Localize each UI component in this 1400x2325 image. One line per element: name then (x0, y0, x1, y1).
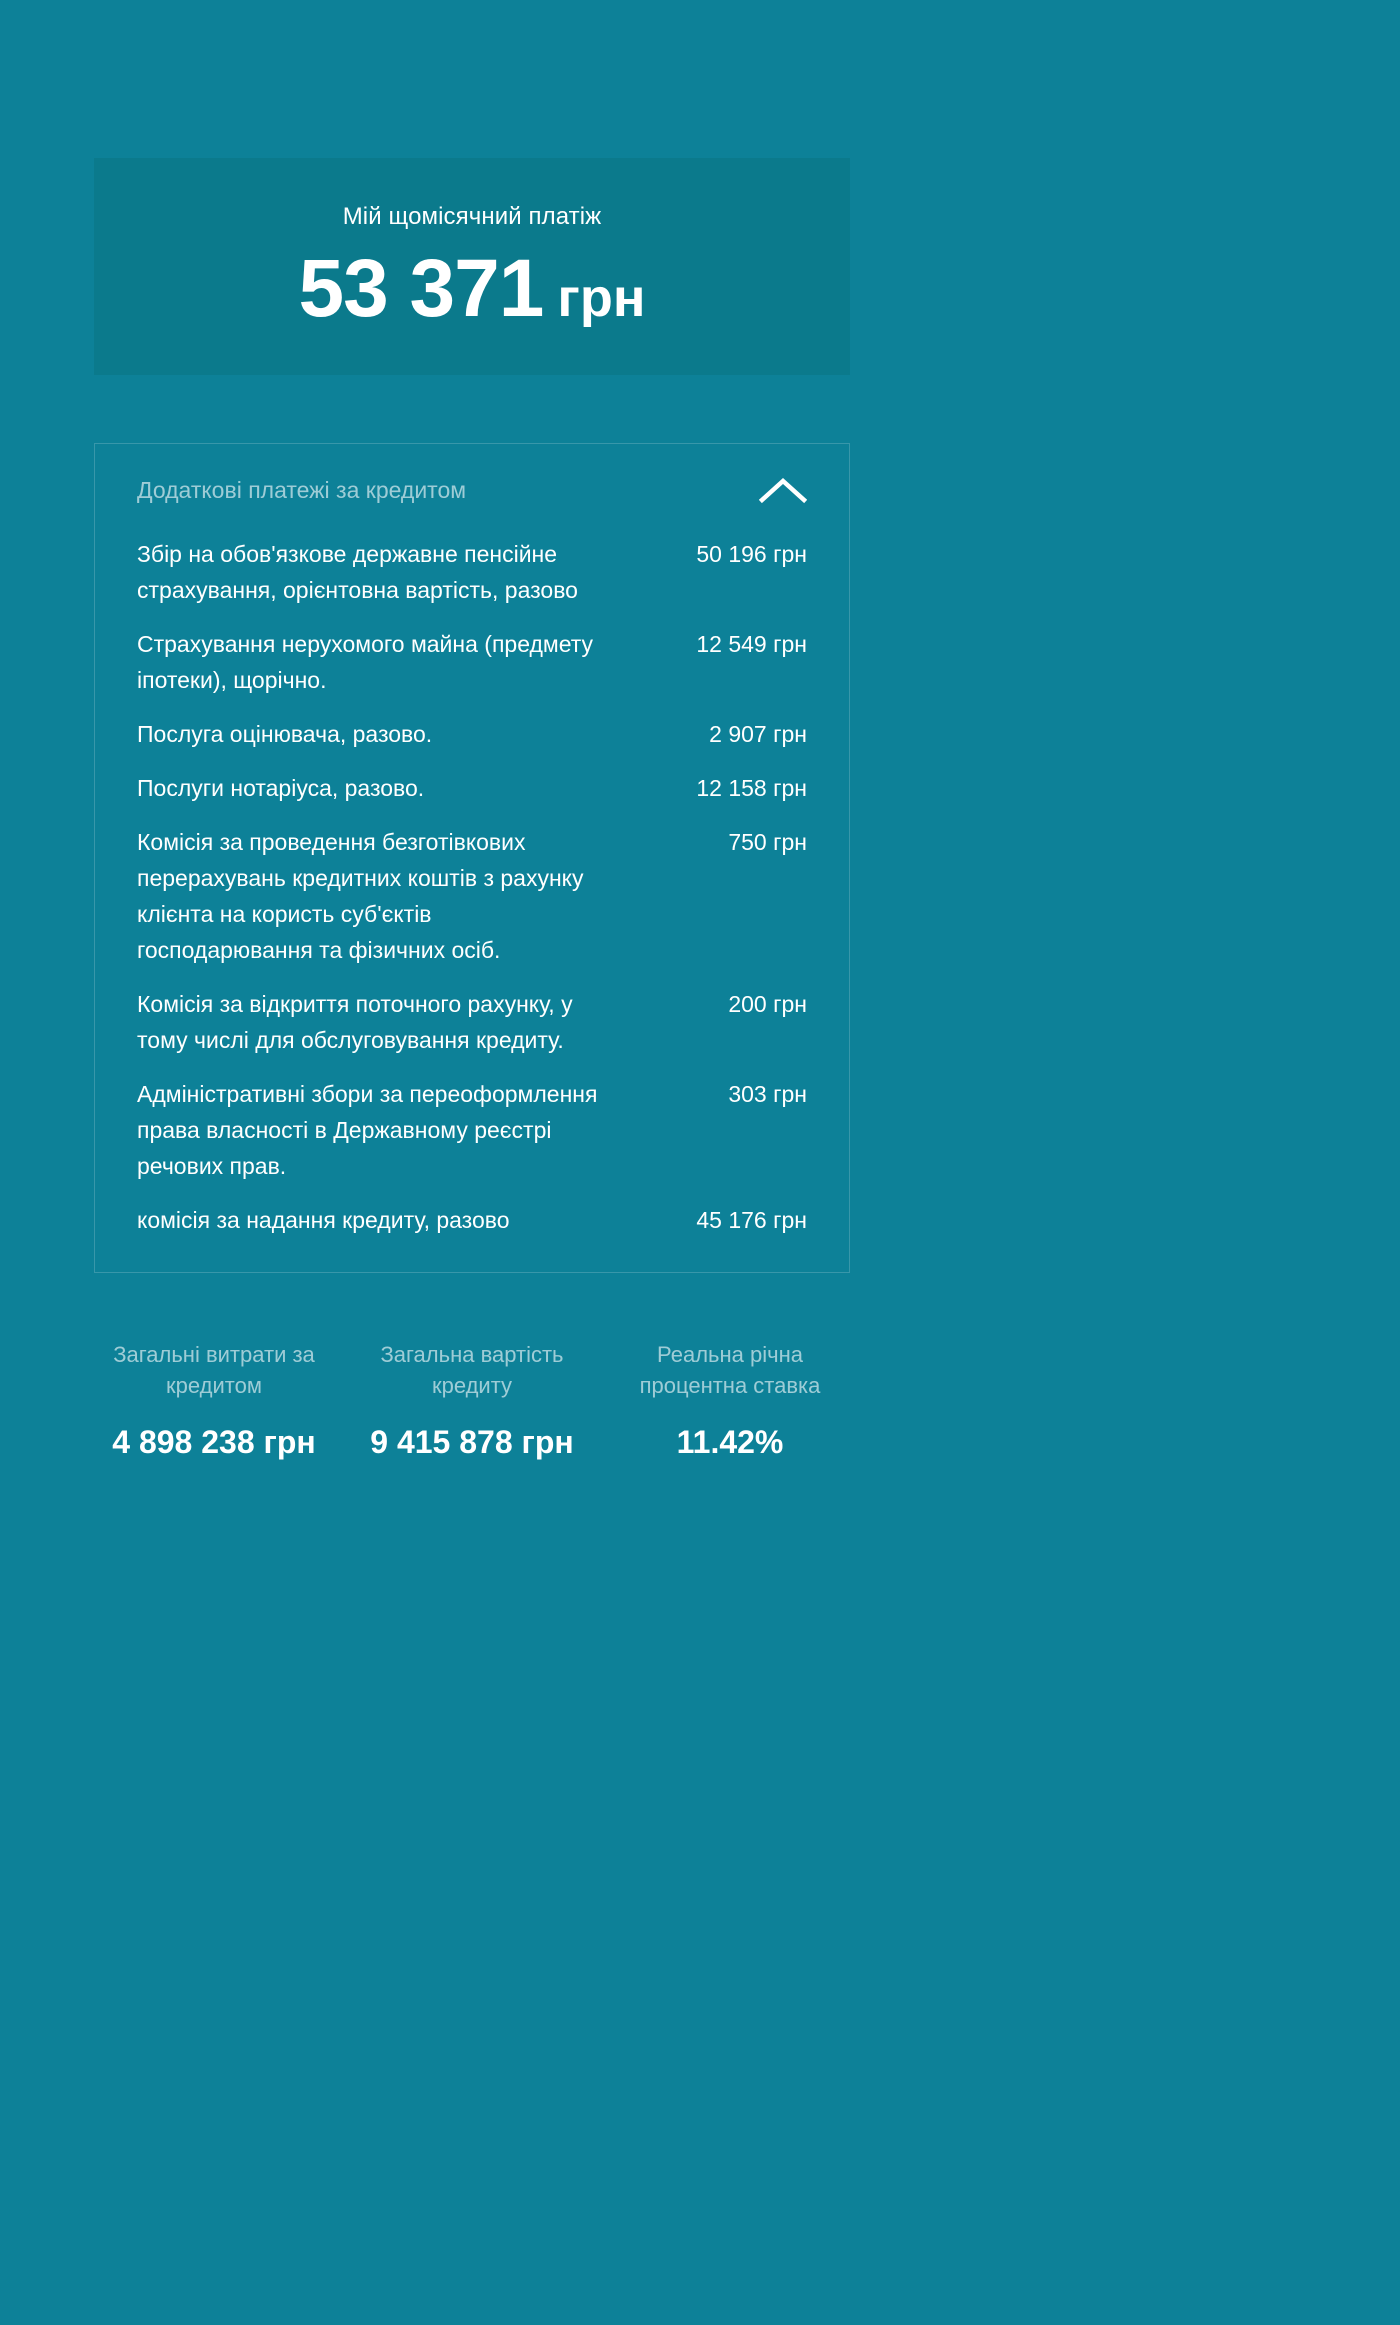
fee-row (137, 824, 807, 986)
fee-row (137, 770, 807, 824)
fee-row (137, 536, 807, 626)
chevron-up-icon[interactable] (759, 476, 807, 504)
fee-name: Страхування нерухомого майна (предмету іпотеки), щорічно. (137, 631, 594, 693)
fee-name: Комісія за відкриття поточного рахунку, у тому числі для обслуговування кредиту. (137, 991, 573, 1053)
content-column (94, 0, 850, 1461)
summary-value: 4 898 238 грн (112, 1424, 316, 1460)
fee-value: 12 549 грн (696, 631, 807, 657)
fee-name: комісія за надання кредиту, разово (137, 1207, 510, 1233)
summary-value: 11.42% (676, 1424, 784, 1460)
fee-row (137, 1076, 807, 1202)
fee-value: 303 грн (728, 1081, 807, 1107)
fee-row (137, 716, 807, 770)
fee-row (137, 986, 807, 1076)
summary-total-loan-cost (366, 1339, 578, 1461)
fee-value: 50 196 грн (696, 541, 807, 567)
additional-payments-toggle[interactable] (137, 444, 807, 536)
summary-apr (624, 1339, 836, 1461)
summary-label: Реальна річна процентна ставка (639, 1342, 821, 1398)
fee-value: 750 грн (728, 829, 807, 855)
fee-value: 45 176 грн (696, 1207, 807, 1233)
fee-row (137, 1202, 807, 1238)
fee-name: Послуга оцінювача, разово. (137, 721, 433, 747)
additional-payments-title: Додаткові платежі за кредитом (137, 477, 467, 503)
fee-value: 2 907 грн (709, 721, 807, 747)
summary-label: Загальні витрати за кредитом (113, 1342, 315, 1398)
monthly-payment-amount (298, 242, 646, 334)
loan-summary (94, 1339, 850, 1461)
fee-value: 200 грн (728, 991, 807, 1017)
monthly-payment-currency: грн (557, 267, 646, 328)
fee-name: Послуги нотаріуса, разово. (137, 775, 425, 801)
monthly-payment-value: 53 371 (298, 242, 544, 334)
fee-name: Адміністративні збори за переоформлення права власності в Державному реєстрі речових прав. (137, 1081, 598, 1179)
summary-value: 9 415 878 грн (370, 1424, 574, 1460)
monthly-payment-label: Мій щомісячний платіж (342, 202, 602, 230)
fee-row (137, 626, 807, 716)
fee-name: Збір на обов'язкове державне пенсійне страхування, орієнтовна вартість, разово (137, 541, 578, 603)
summary-total-costs (108, 1339, 320, 1461)
additional-payments-panel (94, 443, 850, 1273)
additional-payments-list (137, 536, 807, 1272)
monthly-payment-card (94, 158, 850, 375)
fee-value: 12 158 грн (696, 775, 807, 801)
fee-name: Комісія за проведення безготівкових перерахувань кредитних коштів з рахунку клієнта на користь суб'єктів господарювання та фізичних осіб. (137, 829, 584, 963)
summary-label: Загальна вартість кредиту (380, 1342, 564, 1398)
